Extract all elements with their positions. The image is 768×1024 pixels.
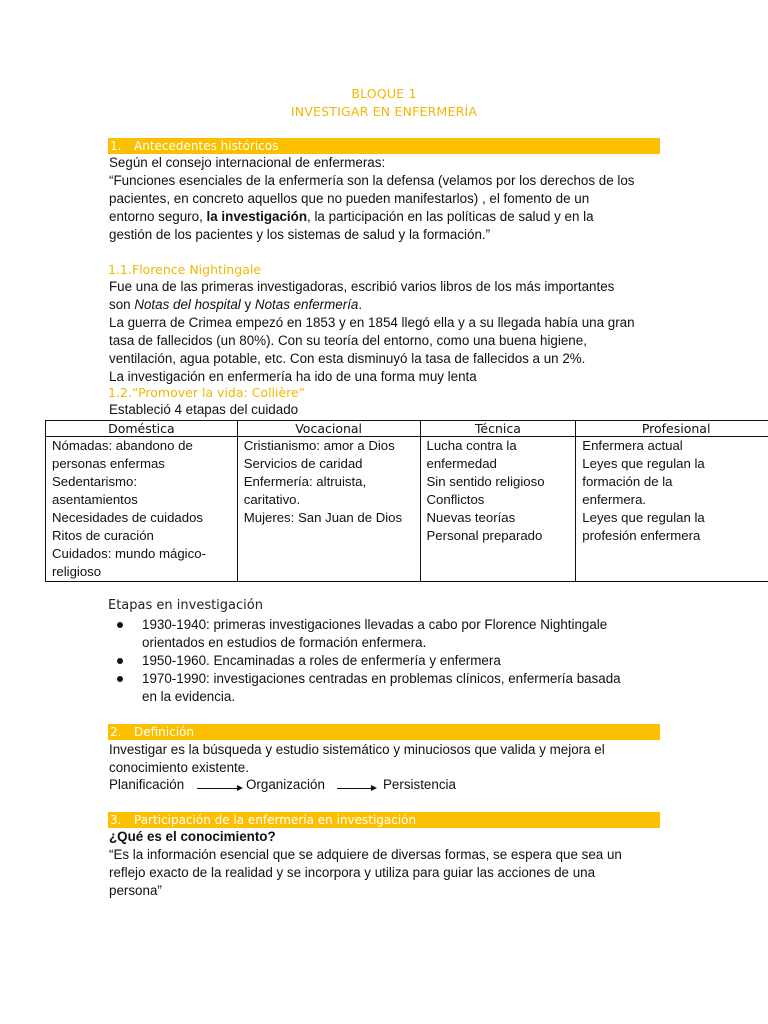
section-title: Antecedentes históricos [134,139,279,153]
doc-title-subject: INVESTIGAR EN ENFERMERÍA [290,104,478,119]
cell-line: formación de la [582,474,673,489]
paragraph-line: La investigación en enfermería ha ido de una forma muy lenta [109,369,477,384]
cell-line: Mujeres: San Juan de Dios [243,510,403,525]
text-run: . [358,297,363,312]
subsection-number: 1.1. [108,262,132,277]
cell-line: Enfermería: altruista, [243,474,367,489]
section-title: Definición [134,725,194,739]
section-heading-antecedentes [108,138,660,154]
section-title: Participación de la enfermería en investigación [134,813,417,827]
paragraph-line: tasa de fallecidos (un 80%). Con su teoría del entorno, como una buena higiene, [109,333,587,348]
paragraph-line: pacientes, en concreto aquellos que no pueden manifestarlos) , el fomento de un [109,191,590,206]
cell-line: Lucha contra la [426,438,517,453]
cell-line: religioso [52,564,102,579]
list-item [109,670,659,706]
cell-line: Ritos de curación [52,528,154,543]
section3-body [109,828,664,900]
cell-line: Nuevas teorías [426,510,516,525]
text-run: entorno seguro, [109,209,207,224]
table-row [46,437,768,582]
question-heading [109,828,664,846]
cell-line: Cristianismo: amor a Dios [243,438,395,453]
doc-title-block: BLOQUE 1 [351,86,417,101]
table-cell-tecnica [420,437,576,582]
bold-text: ¿Qué es el conocimiento? [109,829,276,844]
text-run: son [109,297,135,312]
cell-line: profesión enfermera [582,528,701,543]
section-number: 3. [110,813,122,827]
flow-step-organizacion: Organización [246,777,325,792]
bullet-icon [117,658,123,664]
table-header-row [46,421,768,437]
section2-body [109,741,664,777]
table-cell-profesional [576,437,768,582]
cell-line: Necesidades de cuidados [52,510,204,525]
paragraph-line: ventilación, agua potable, etc. Con esta disminuyó la tasa de fallecidos a un 2%. [109,351,586,366]
paragraph-line: Fue una de las primeras investigadoras, escribió varios libros de los más importantes [109,279,615,294]
cell-line: Nómadas: abandono de [52,438,193,453]
cell-line: enfermera. [582,492,647,507]
table-header-cell: Profesional [576,421,768,437]
section-heading-participacion [108,812,660,828]
paragraph-line: gestión de los pacientes y los sistemas de salud y la formación.” [109,227,491,242]
table-cell-domestica [46,437,238,582]
paragraph-line: persona” [109,883,162,898]
cell-line: Cuidados: mundo mágico- [52,546,206,561]
bold-text: la investigación [206,209,307,224]
bullet-icon [117,676,123,682]
arrow-right-icon [197,788,241,789]
cell-line: Leyes que regulan la [582,510,705,525]
list-item-line: 1950-1960. Encaminadas a roles de enfermería y enfermera [142,653,501,668]
table-cell-vocacional [237,437,420,582]
section-number: 2. [110,725,122,739]
section1-1-body [109,278,664,386]
flow-step-planificacion: Planificación [109,777,185,792]
subsection-title: “Promover la vida: Collière” [132,385,306,400]
paragraph-line: “Es la información esencial que se adquiere de diversas formas, se espera que sea un [109,847,622,862]
arrow-right-icon [337,788,375,789]
paragraph-line: Según el consejo internacional de enfermeras: [109,155,386,170]
paragraph-line: reflejo exacto de la realidad y se incorpora y utiliza para guiar las acciones de una [109,865,596,880]
paragraph-line [109,296,664,314]
cell-line: Servicios de caridad [243,456,363,471]
cell-line: enfermedad [426,456,497,471]
cell-line: Enfermera actual [582,438,683,453]
cell-line: personas enfermas [52,456,165,471]
list-item-line: 1970-1990: investigaciones centradas en problemas clínicos, enfermería basada [142,671,621,686]
list-item-line: 1930-1940: primeras investigaciones llevadas a cabo por Florence Nightingale [142,617,608,632]
subsection-title: Florence Nightingale [132,262,262,277]
italic-book-title: Notas del hospital [134,297,241,312]
section-number: 1. [110,139,122,153]
paragraph-line [109,208,664,226]
subsection-heading-florence [108,262,261,277]
paragraph-line: conocimiento existente. [109,760,249,775]
cell-line: Sedentarismo: [52,474,138,489]
list-item-line: en la evidencia. [142,689,236,704]
cell-line: Personal preparado [426,528,543,543]
subsection-number: 1.2. [108,385,132,400]
section1-body [109,154,664,244]
etapas-heading: Etapas en investigación [108,598,263,613]
section1-2-intro: Estableció 4 etapas del cuidado [109,402,299,417]
care-stages-table [45,420,768,582]
flow-step-persistencia: Persistencia [383,777,456,792]
section-heading-definicion [108,724,660,740]
cell-line: Sin sentido religioso [426,474,545,489]
paragraph-line: Investigar es la búsqueda y estudio sistemático y minuciosos que valida y mejora el [109,742,605,757]
paragraph-line: La guerra de Crimea empezó en 1853 y en 1854 llegó ella y a su llegada había una gran [109,315,635,330]
text-run: , la participación en las políticas de salud y en la [307,209,594,224]
cell-line: Conflictos [426,492,485,507]
italic-book-title: Notas enfermería [254,297,359,312]
list-item [109,652,659,670]
table-header-cell: Doméstica [46,421,238,437]
list-item-line: orientados en estudios de formación enfermera. [142,635,427,650]
table-header-cell: Vocacional [237,421,420,437]
cell-line: asentamientos [52,492,138,507]
cell-line: caritativo. [243,492,301,507]
text-run: y [240,297,255,312]
cell-line: Leyes que regulan la [582,456,705,471]
list-item [109,616,659,652]
etapas-list [109,616,659,706]
subsection-heading-colliere [108,385,305,400]
table-header-cell: Técnica [420,421,576,437]
paragraph-line: “Funciones esenciales de la enfermería son la defensa (velamos por los derechos de los [109,173,635,188]
bullet-icon [117,622,123,628]
